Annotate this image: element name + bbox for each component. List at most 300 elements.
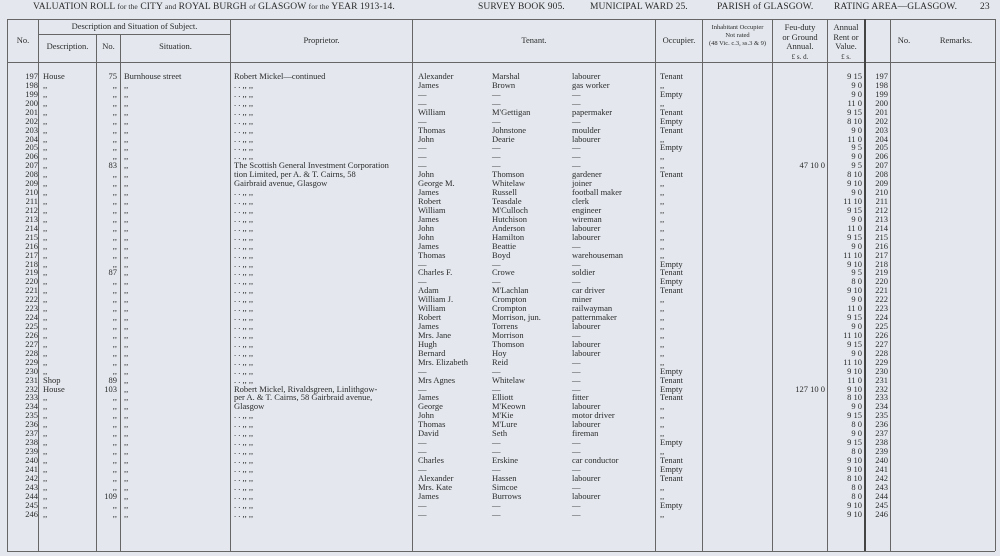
header-bottom-rule [7, 62, 995, 63]
cell-no: 218 [25, 258, 38, 269]
cell-annual-rent: 8 0 [851, 419, 862, 430]
cell-situation: Burnhouse street [124, 71, 182, 81]
table-top-rule [7, 19, 995, 20]
cell-number: ,, [112, 106, 117, 117]
cell-no-right: 246 [875, 508, 888, 519]
cell-no-right: 213 [875, 213, 888, 224]
cell-proprietor: Glasgow [234, 401, 265, 412]
cell-no-right: 230 [875, 365, 888, 376]
cell-tenant-trade: — [572, 446, 581, 457]
cell-tenant-surname: — [492, 446, 501, 457]
cell-proprietor: Gairbraid avenue, Glasgow [234, 178, 328, 189]
cell-description: ,, [43, 178, 48, 189]
cell-tenant-first: James [418, 79, 439, 90]
cell-situation: ,, [124, 204, 129, 215]
cell-tenant-trade: car conductor [572, 454, 619, 465]
col-header-no2: No. [102, 41, 115, 51]
cell-proprietor: . . ,, ,, [234, 151, 254, 162]
cell-annual-rent: 11 10 [843, 196, 862, 207]
cell-tenant-surname: — [492, 88, 501, 99]
cell-situation: ,, [124, 356, 129, 367]
cell-tenant-surname: M'Gettigan [492, 106, 531, 117]
cell-description: ,, [43, 115, 48, 126]
cell-number: ,, [112, 329, 117, 340]
cell-occupier: ,, [660, 481, 665, 492]
cell-occupier: ,, [660, 213, 665, 224]
cell-occupier: Empty [660, 499, 683, 510]
cell-tenant-trade: labourer [572, 472, 601, 483]
cell-no-right: 201 [875, 106, 888, 117]
cell-annual-rent: 9 0 [851, 213, 862, 224]
cell-tenant-first: — [418, 115, 427, 126]
cell-number: ,, [112, 222, 117, 233]
cell-tenant-first: — [418, 151, 427, 162]
cell-tenant-first: Mrs. Jane [418, 329, 452, 340]
cell-annual-rent: 11 10 [843, 249, 862, 260]
cell-proprietor: . . ,, ,, [234, 142, 254, 153]
cell-tenant-trade: — [572, 356, 581, 367]
cell-no: 232 [25, 383, 38, 394]
cell-no: 220 [25, 276, 38, 287]
cell-situation: ,, [124, 490, 129, 501]
cell-tenant-trade: football maker [572, 187, 622, 198]
cell-no-right: 212 [875, 204, 888, 215]
cell-annual-rent: 9 10 [847, 285, 862, 296]
cell-number: ,, [112, 151, 117, 162]
cell-tenant-trade: joiner [572, 178, 592, 189]
cell-no-right: 234 [875, 401, 888, 412]
cell-proprietor: . . ,, ,, [234, 106, 254, 117]
cell-tenant-surname: Dearie [492, 133, 515, 144]
cell-no-right: 245 [875, 499, 888, 510]
cell-occupier: Tenant [660, 374, 684, 385]
cell-no: 238 [25, 437, 38, 448]
cell-no: 236 [25, 419, 38, 430]
cell-number: ,, [112, 231, 117, 242]
cell-occupier: ,, [660, 196, 665, 207]
cell-description: ,, [43, 321, 48, 332]
cell-description: ,, [43, 285, 48, 296]
cell-annual-rent: 9 10 [847, 383, 862, 394]
cell-number: ,, [112, 204, 117, 215]
cell-situation: ,, [124, 276, 129, 287]
cell-tenant-first: — [418, 383, 427, 394]
cell-proprietor: . . ,, ,, [234, 374, 254, 385]
cell-number: ,, [112, 321, 117, 332]
page-header [33, 2, 395, 14]
cell-tenant-surname: M'Kie [492, 410, 514, 421]
cell-description: ,, [43, 258, 48, 269]
cell-occupier: ,, [660, 231, 665, 242]
cell-number: ,, [112, 276, 117, 287]
cell-no: 242 [25, 472, 38, 483]
cell-no-right: 220 [875, 276, 888, 287]
cell-tenant-trade: — [572, 365, 581, 376]
cell-number: ,, [112, 401, 117, 412]
cell-no: 233 [25, 392, 38, 403]
cell-no-right: 217 [875, 249, 888, 260]
cell-tenant-first: Thomas [418, 249, 446, 260]
cell-tenant-first: — [418, 508, 427, 519]
cell-number: ,, [112, 303, 117, 314]
rating-area: RATING AREA—GLASGOW. [834, 2, 958, 12]
cell-situation: ,, [124, 472, 129, 483]
cell-tenant-trade: gas worker [572, 79, 610, 90]
cell-occupier: Tenant [660, 124, 684, 135]
cell-description: ,, [43, 481, 48, 492]
col-header-feu [773, 23, 827, 62]
cell-proprietor: . . ,, ,, [234, 321, 254, 332]
cell-tenant-surname: Burrows [492, 490, 522, 501]
cell-proprietor: . . ,, ,, [234, 115, 254, 126]
cell-situation: ,, [124, 454, 129, 465]
cell-tenant-trade: labourer [572, 347, 601, 358]
cell-number: ,, [112, 472, 117, 483]
cell-occupier: ,, [660, 419, 665, 430]
cell-tenant-first: — [418, 365, 427, 376]
cell-no-right: 222 [875, 294, 888, 305]
cell-tenant-surname: — [492, 142, 501, 153]
cell-number: ,, [112, 142, 117, 153]
cell-no: 239 [25, 446, 38, 457]
cell-occupier: ,, [660, 490, 665, 501]
cell-proprietor: . . ,, ,, [234, 481, 254, 492]
cell-annual-rent: 9 5 [851, 267, 862, 278]
cell-proprietor: . . ,, ,, [234, 303, 254, 314]
cell-no: 211 [25, 196, 38, 207]
cell-tenant-first: James [418, 187, 439, 198]
cell-tenant-trade: labourer [572, 490, 601, 501]
cell-tenant-surname: Elliott [492, 392, 514, 403]
cell-tenant-first: — [418, 160, 427, 171]
cell-proprietor: . . ,, ,, [234, 454, 254, 465]
cell-no: 229 [25, 356, 38, 367]
cell-description: ,, [43, 446, 48, 457]
cell-description: House [43, 71, 65, 81]
cell-situation: ,, [124, 151, 129, 162]
cell-tenant-surname: — [492, 383, 501, 394]
cell-no: 197 [25, 71, 38, 81]
cell-tenant-surname: Brown [492, 79, 516, 90]
cell-description: ,, [43, 276, 48, 287]
cell-occupier: ,, [660, 133, 665, 144]
cell-tenant-trade: wireman [572, 213, 602, 224]
cell-proprietor: . . ,, ,, [234, 258, 254, 269]
cell-proprietor: . . ,, ,, [234, 419, 254, 430]
cell-occupier: Empty [660, 115, 683, 126]
cell-annual-rent: 11 0 [847, 97, 862, 108]
cell-no: 241 [25, 463, 38, 474]
cell-occupier: ,, [660, 356, 665, 367]
cell-description: ,, [43, 231, 48, 242]
cell-number: ,, [112, 240, 117, 251]
cell-occupier: Empty [660, 437, 683, 448]
cell-annual-rent: 9 15 [847, 231, 862, 242]
cell-tenant-trade: — [572, 97, 581, 108]
cell-description: ,, [43, 88, 48, 99]
cell-annual-rent: 11 10 [843, 329, 862, 340]
cell-description: ,, [43, 169, 48, 180]
cell-tenant-surname: — [492, 115, 501, 126]
cell-tenant-trade: — [572, 240, 581, 251]
cell-no: 215 [25, 231, 38, 242]
municipal-ward: MUNICIPAL WARD 25. [590, 2, 688, 12]
cell-situation: ,, [124, 347, 129, 358]
feu-line2: or Ground [782, 31, 818, 42]
cell-number: 87 [108, 267, 117, 278]
cell-occupier: Tenant [660, 106, 684, 117]
cell-annual-rent: 11 0 [847, 133, 862, 144]
cell-number: ,, [112, 294, 117, 305]
cell-annual-rent: 9 0 [851, 428, 862, 439]
cell-tenant-surname: Hutchison [492, 213, 527, 224]
col-header-no: No. [16, 35, 30, 45]
title-place: GLASGOW [258, 2, 307, 12]
cell-annual-rent: 9 15 [847, 106, 862, 117]
cell-number: ,, [112, 88, 117, 99]
cell-no-right: 236 [875, 419, 888, 430]
cell-occupier: Empty [660, 142, 683, 153]
cell-tenant-trade: fireman [572, 428, 599, 439]
cell-proprietor: . . ,, ,, [234, 213, 254, 224]
cell-no-right: 203 [875, 124, 888, 135]
cell-tenant-trade: motor driver [572, 410, 615, 421]
cell-description: ,, [43, 187, 48, 198]
cell-annual-rent: 9 10 [847, 178, 862, 189]
cell-tenant-trade: — [572, 374, 581, 385]
cell-number: ,, [112, 312, 117, 323]
cell-occupier: Empty [660, 463, 683, 474]
cell-occupier: ,, [660, 240, 665, 251]
cell-no: 224 [25, 312, 38, 323]
cell-no: 235 [25, 410, 38, 421]
cell-no-right: 231 [875, 374, 888, 385]
cell-tenant-surname: — [492, 97, 501, 108]
cell-no-right: 207 [875, 160, 888, 171]
cell-annual-rent: 9 5 [851, 160, 862, 171]
cell-annual-rent: 8 0 [851, 490, 862, 501]
cell-occupier: Empty [660, 258, 683, 269]
cell-tenant-trade: — [572, 463, 581, 474]
cell-no-right: 200 [875, 97, 888, 108]
cell-proprietor: . . ,, ,, [234, 79, 254, 90]
col-header-inhabitant [703, 24, 772, 48]
cell-tenant-first: John [418, 222, 435, 233]
cell-occupier: Empty [660, 276, 683, 287]
cell-tenant-trade: patternmaker [572, 312, 617, 323]
cell-number: ,, [112, 347, 117, 358]
cell-description: ,, [43, 356, 48, 367]
cell-tenant-trade: labourer [572, 401, 601, 412]
cell-description: ,, [43, 428, 48, 439]
col-header-desc-group: Description and Situation of Subject. [71, 21, 198, 31]
cell-number: ,, [112, 213, 117, 224]
desc-group-rule [38, 34, 230, 35]
cell-occupier: Tenant [660, 267, 684, 278]
cell-situation: ,, [124, 196, 129, 207]
cell-tenant-surname: Whitelaw [492, 374, 526, 385]
cell-description: ,, [43, 347, 48, 358]
cell-tenant-first: — [418, 437, 427, 448]
cell-annual-rent: 9 15 [847, 71, 862, 81]
cell-occupier: ,, [660, 79, 665, 90]
cell-no: 202 [25, 115, 38, 126]
cell-proprietor: The Scottish General Investment Corporation [234, 160, 389, 171]
cell-tenant-first: — [418, 276, 427, 287]
cell-tenant-surname: Crompton [492, 303, 527, 314]
cell-occupier: Tenant [660, 392, 684, 403]
cell-annual-rent: 9 0 [851, 240, 862, 251]
cell-no-right: 219 [875, 267, 888, 278]
cell-no-right: 216 [875, 240, 888, 251]
cell-description: ,, [43, 151, 48, 162]
cell-no-right: 244 [875, 490, 888, 501]
cell-situation: ,, [124, 267, 129, 278]
cell-tenant-first: Robert [418, 196, 442, 207]
cell-number: ,, [112, 285, 117, 296]
col-header-proprietor: Proprietor. [303, 35, 340, 45]
cell-proprietor: . . ,, ,, [234, 356, 254, 367]
cell-number: ,, [112, 481, 117, 492]
cell-no-right: 223 [875, 303, 888, 314]
cell-situation: ,, [124, 312, 129, 323]
cell-tenant-trade: — [572, 276, 581, 287]
cell-tenant-trade: warehouseman [572, 249, 623, 260]
cell-tenant-trade: — [572, 329, 581, 340]
cell-no: 208 [25, 169, 38, 180]
cell-tenant-first: Thomas [418, 419, 446, 430]
cell-tenant-surname: Seth [492, 428, 508, 439]
cell-number: ,, [112, 365, 117, 376]
cell-occupier: ,, [660, 222, 665, 233]
cell-no-right: 205 [875, 142, 888, 153]
cell-proprietor: . . ,, ,, [234, 472, 254, 483]
cell-proprietor: . . ,, ,, [234, 196, 254, 207]
cell-occupier: ,, [660, 151, 665, 162]
cell-situation: ,, [124, 88, 129, 99]
cell-tenant-first: Charles [418, 454, 444, 465]
cell-occupier: Empty [660, 365, 683, 376]
col-header-remarks: Remarks. [939, 35, 973, 45]
cell-tenant-trade: railwayman [572, 303, 613, 314]
cell-description: ,, [43, 294, 48, 305]
cell-annual-rent: 11 0 [847, 222, 862, 233]
cell-proprietor: . . ,, ,, [234, 347, 254, 358]
cell-occupier: Tenant [660, 454, 684, 465]
cell-number: ,, [112, 133, 117, 144]
cell-tenant-first: Mrs Agnes [418, 374, 456, 385]
cell-number: ,, [112, 356, 117, 367]
cell-annual-rent: 8 10 [847, 472, 862, 483]
cell-tenant-trade: engineer [572, 204, 602, 215]
cell-no-right: 240 [875, 454, 888, 465]
cell-tenant-trade: — [572, 142, 581, 153]
cell-annual-rent: 11 0 [847, 303, 862, 314]
cell-tenant-trade: — [572, 115, 581, 126]
cell-tenant-first: William [418, 204, 446, 215]
cell-annual-rent: 9 0 [851, 347, 862, 358]
cell-occupier: ,, [660, 508, 665, 519]
cell-no-right: 237 [875, 428, 888, 439]
col-header-situation: Situation. [159, 41, 192, 51]
cell-no-right: 225 [875, 321, 888, 332]
title-burgh: ROYAL BURGH [178, 2, 247, 12]
cell-number: ,, [112, 410, 117, 421]
cell-no: 214 [25, 222, 38, 233]
cell-no: 234 [25, 401, 38, 412]
cell-description: ,, [43, 213, 48, 224]
cell-proprietor: . . ,, ,, [234, 410, 254, 421]
cell-tenant-trade: — [572, 508, 581, 519]
cell-number: ,, [112, 79, 117, 90]
cell-no: 246 [25, 508, 38, 519]
cell-number: 75 [108, 71, 117, 81]
cell-number: ,, [112, 187, 117, 198]
cell-no-right: 204 [875, 133, 888, 144]
cell-no-right: 214 [875, 222, 888, 233]
cell-description: ,, [43, 222, 48, 233]
cell-number: ,, [112, 338, 117, 349]
cell-description: ,, [43, 401, 48, 412]
col-header-occupier: Occupier. [662, 35, 696, 45]
cell-tenant-surname: — [492, 437, 501, 448]
cell-tenant-first: Mrs. Elizabeth [418, 356, 469, 367]
cell-number: ,, [112, 169, 117, 180]
cell-no: 226 [25, 329, 38, 340]
cell-situation: ,, [124, 383, 129, 394]
cell-situation: ,, [124, 401, 129, 412]
inhabitant-line2: Not rated [725, 32, 750, 39]
cell-situation: ,, [124, 508, 129, 519]
cell-number: 109 [104, 490, 117, 501]
cell-tenant-trade: labourer [572, 338, 601, 349]
col-header-tenant: Tenant. [521, 35, 547, 45]
cell-annual-rent: 9 10 [847, 454, 862, 465]
cell-description: ,, [43, 329, 48, 340]
cell-number: ,, [112, 446, 117, 457]
cell-occupier: ,, [660, 329, 665, 340]
cell-occupier: Tenant [660, 169, 684, 180]
cell-no: 223 [25, 303, 38, 314]
cell-tenant-first: Mrs. Kate [418, 481, 452, 492]
cell-description: ,, [43, 392, 48, 403]
cell-no: 227 [25, 338, 38, 349]
cell-proprietor: . . ,, ,, [234, 88, 254, 99]
cell-no: 212 [25, 204, 38, 215]
cell-situation: ,, [124, 463, 129, 474]
cell-number: 89 [108, 374, 117, 385]
cell-annual-rent: 9 15 [847, 437, 862, 448]
cell-tenant-trade: labourer [572, 133, 601, 144]
cell-proprietor: Robert Mickel, Rivaldsgreen, Linlithgow- [234, 383, 378, 394]
cell-proprietor: . . ,, ,, [234, 267, 254, 278]
cell-annual-rent: 8 0 [851, 481, 862, 492]
cell-proprietor: . . ,, ,, [234, 437, 254, 448]
cell-tenant-surname: Hamilton [492, 231, 525, 242]
cell-situation: ,, [124, 294, 129, 305]
rent-line1: Annual [833, 22, 859, 32]
cell-description: Shop [43, 374, 61, 385]
cell-occupier: Empty [660, 383, 683, 394]
cell-description: ,, [43, 124, 48, 135]
cell-annual-rent: 9 10 [847, 365, 862, 376]
cell-tenant-trade: — [572, 499, 581, 510]
cell-no-right: 215 [875, 231, 888, 242]
cell-no: 216 [25, 240, 38, 251]
cell-situation: ,, [124, 160, 129, 171]
cell-annual-rent: 9 5 [851, 142, 862, 153]
cell-no: 244 [25, 490, 38, 501]
